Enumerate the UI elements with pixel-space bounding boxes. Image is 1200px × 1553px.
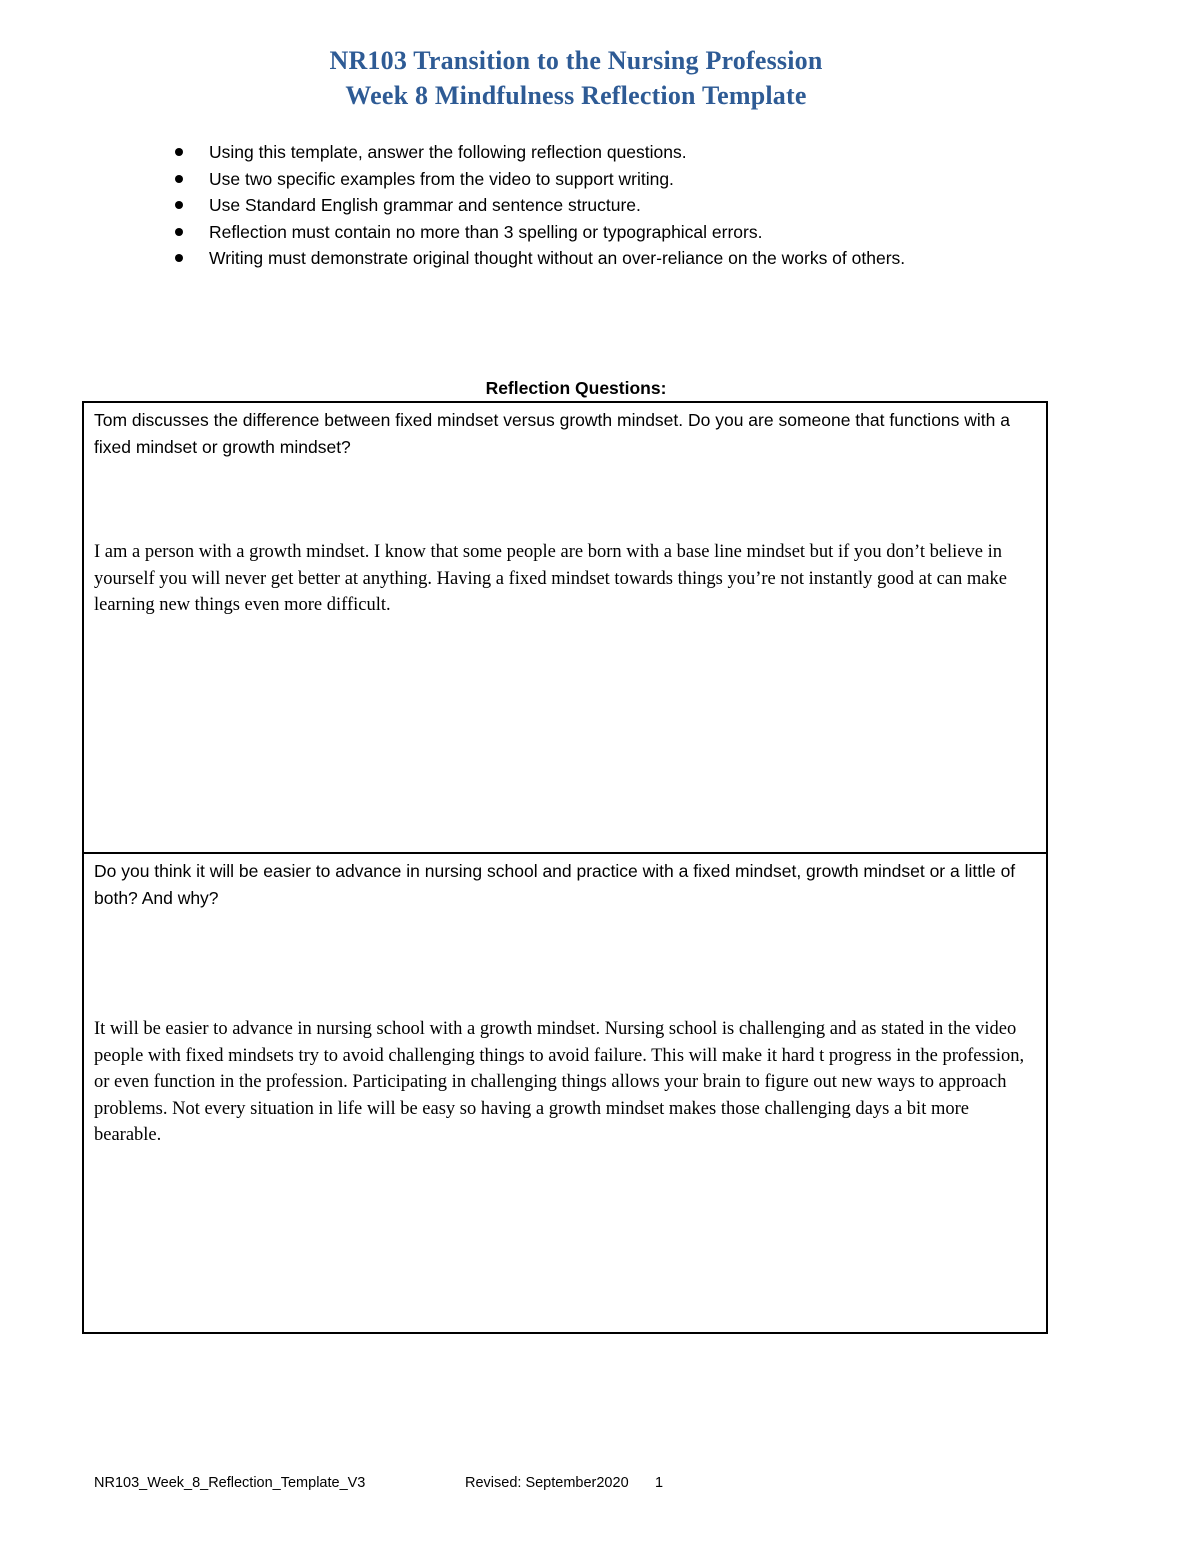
question-text: Tom discusses the difference between fixed mindset versus growth mindset. Do you are someone that functions with a fixed mindset or growth mindset? (94, 410, 1010, 457)
footer-page-number: 1 (655, 1475, 664, 1491)
bullet-icon (175, 254, 183, 262)
reflection-cell (84, 403, 1046, 854)
instruction-item (172, 246, 1072, 273)
instruction-text: Use two specific examples from the video to support writing. (209, 168, 674, 189)
bullet-icon (175, 175, 183, 183)
instruction-text: Reflection must contain no more than 3 spelling or typographical errors. (209, 221, 763, 242)
bullet-icon (175, 228, 183, 236)
instruction-item (172, 140, 1072, 167)
answer-text: I am a person with a growth mindset. I know that some people are born with a base line mindset but if you don’t believe in yourself you will never get better at anything. Having a fixed mindset towards things you’re not instantly good at can make learning new things even more difficult. (94, 542, 1007, 615)
reflection-questions-heading: Reflection Questions: (485, 378, 667, 398)
instruction-text: Writing must demonstrate original thought without an over-reliance on the works of others. (209, 248, 906, 268)
footer-filename: NR103_Week_8_Reflection_Template_V3 (94, 1475, 366, 1491)
instructions-list (172, 140, 1072, 273)
bullet-icon (175, 201, 183, 209)
instruction-item (172, 193, 1072, 220)
reflection-table (82, 401, 1048, 1334)
instruction-item (172, 220, 1072, 247)
footer-revised-date: Revised: September2020 (465, 1475, 629, 1491)
bullet-icon (175, 148, 183, 156)
reflection-cell (84, 854, 1046, 1332)
answer-text: It will be easier to advance in nursing school with a growth mindset. Nursing school is challenging and as stated in the video people with fixed mindsets try to avoid challenging things to avoid failure. This will make it hard t progress in the profession, or even function in the profession. Participating in challenging things allows your brain to figure out new ways to approach problems. Not every situation in life will be easy so having a growth mindset makes those challenging days a bit more bearable. (94, 1019, 1025, 1145)
instruction-text: Use Standard English grammar and sentence structure. (209, 195, 641, 215)
question-text: Do you think it will be easier to advance in nursing school and practice with a fixed mindset, growth mindset or a little of both? And why? (94, 861, 1016, 908)
document-subtitle: Week 8 Mindfulness Reflection Template (345, 81, 807, 110)
instruction-item (172, 167, 1072, 194)
instruction-text: Using this template, answer the following reflection questions. (209, 142, 687, 162)
document-title: NR103 Transition to the Nursing Profession (329, 46, 823, 75)
